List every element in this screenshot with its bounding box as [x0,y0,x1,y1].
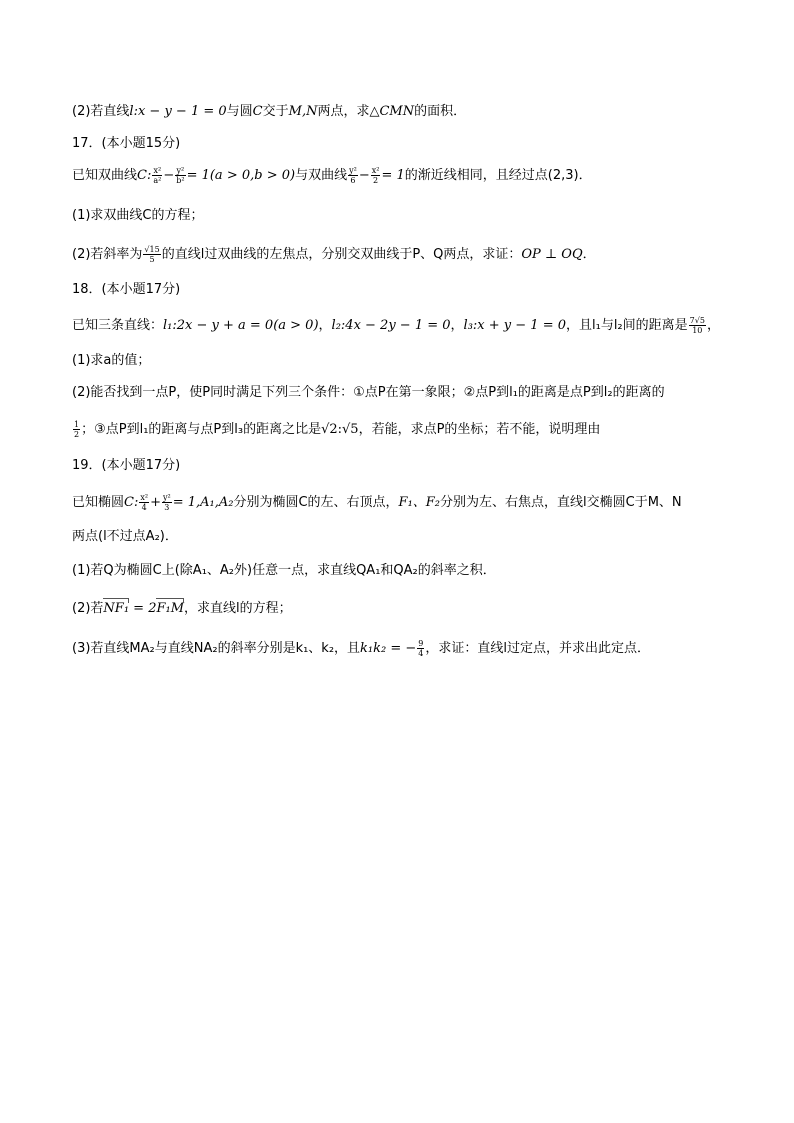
problem17-header: 17．(本小题15分) [72,136,181,151]
fraction-slope: $\frac{√15}{5}$ [144,245,160,264]
problem18-part2-line1: (2)能否找到一点P，使P同时满足下列三个条件：①点P在第一象限；②点P到l₁的距离是点P到l₂的距离的 [72,385,665,400]
problem16-part2: (2)若直线l:x − y − 1 = 0与圆C交于M,N两点，求△CMN的面积． [72,104,467,119]
problem19-statement-line2: 两点(l不过点A₂)． [72,529,178,544]
problem18-statement: 已知三条直线：l₁:2x − y + a = 0(a > 0)，l₂:4x − 2y − 1 = 0，l₃:x + y − 1 = 0，且l₁与l₂间的距离是 $\frac{7√5}{10}$ ， [72,316,720,335]
fraction-y2-3: $\frac{\text{y²}}{3}$ [162,493,171,512]
fraction-y2-6: $\frac{\text{y²}}{6}$ [349,166,357,185]
fraction-nine-fourths: $\frac{9}{4}$ [418,639,424,658]
problem19-part3: (3)若直线MA₂与直线NA₂的斜率分别是k₁、k₂，且k₁k₂ = − $\frac{9}{4}$ ，求证：直线l过定点，并求出此定点． [72,639,650,658]
fraction-y2-b2: $\frac{\text{y²}}{\text{b²}}$ [176,166,185,185]
vector-nf1: NF₁ [103,601,130,616]
fraction-x2-4: $\frac{\text{x²}}{4}$ [140,493,149,512]
problem19-part2: (2)若NF₁ = 2F₁M，求直线l的方程； [72,601,292,616]
vector-f1m: F₁M [156,601,185,616]
problem18-header: 18．(本小题17分) [72,282,181,297]
problem19-part1: (1)若Q为椭圆C上(除A₁、A₂外)任意一点，求直线QA₁和QA₂的斜率之积． [72,563,496,578]
problem18-part1: (1)求a的值； [72,353,151,368]
problem19-header: 19．(本小题17分) [72,458,181,473]
fraction-x2-a2: $\frac{\text{x²}}{\text{a²}}$ [153,166,162,185]
fraction-half: $\frac{1}{2}$ [74,420,80,439]
fraction-distance: $\frac{7√5}{10}$ [689,316,705,335]
problem17-part2: (2)若斜率为 $\frac{√15}{5}$ 的直线l过双曲线的左焦点，分别交双曲线于P、Q两点，求证：OP ⊥ OQ． [72,245,596,264]
fraction-x2-2: $\frac{\text{x²}}{2}$ [371,166,380,185]
problem18-part2-line2: $\frac{1}{2}$ ；③点P到l₁的距离与点P到l₃的距离之比是√2:√5，若能，求点P的坐标；若不能，说明理由 [74,420,601,439]
line-equation: l:x − y − 1 = 0 [129,104,227,119]
problem17-part1: (1)求双曲线C的方程； [72,208,204,223]
problem17-statement: 已知双曲线C: $\frac{\text{x²}}{\text{a²}}$ − $\frac{\text{y²}}{\text{b²}}$ = 1(a > 0,b > 0)与双曲线 $\frac{\text{y²}}{6}$ − $\frac{\text{x²}}{2}$ = 1的渐近线相同，且经过点(2,3)． [72,166,592,185]
problem19-statement-line1: 已知椭圆C: $\frac{\text{x²}}{4}$ + $\frac{\text{y²}}{3}$ = 1,A₁,A₂分别为椭圆C的左、右顶点，F₁、F₂分别为左、右焦点，直线l交椭圆C于M、N [72,493,682,512]
